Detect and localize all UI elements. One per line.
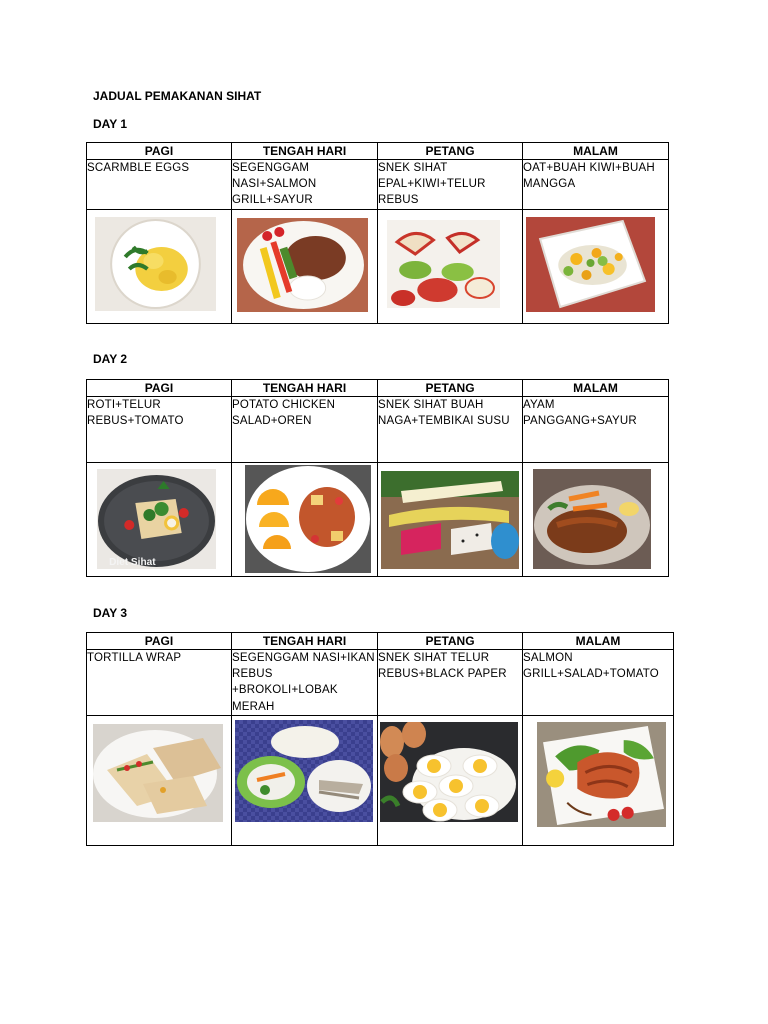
grilled-salmon-salad-photo: [537, 722, 666, 827]
column-header-petang: PETANG: [378, 380, 523, 397]
rice-salmon-vegetables-photo: [237, 218, 368, 312]
header-row: [87, 143, 669, 160]
tortilla-wraps-photo: [93, 724, 223, 822]
column-header-petang: PETANG: [378, 633, 523, 650]
column-header-pagi: PAGI: [87, 380, 232, 397]
meal-pagi: TORTILLA WRAP: [87, 650, 232, 716]
meal-text-row: [87, 160, 669, 210]
column-header-pagi: PAGI: [87, 633, 232, 650]
day-2-table: [86, 379, 669, 577]
column-header-malam: MALAM: [523, 633, 674, 650]
meal-petang: SNEK SIHAT EPAL+KIWI+TELUR REBUS: [378, 160, 523, 210]
day-3-table: [86, 632, 674, 846]
meal-petang: SNEK SIHAT TELUR REBUS+BLACK PAPER: [378, 650, 523, 716]
meal-petang: SNEK SIHAT BUAH NAGA+TEMBIKAI SUSU: [378, 397, 523, 463]
potato-chicken-salad-orange-photo: [245, 465, 371, 573]
meal-tengah-hari: SEGENGGAM NASI+IKAN REBUS +BROKOLI+LOBAK MERAH: [232, 650, 378, 716]
boiled-eggs-pepper-photo: [380, 722, 518, 822]
photo-row: [87, 463, 669, 577]
meal-malam: SALMON GRILL+SALAD+TOMATO: [523, 650, 674, 716]
header-row: [87, 633, 674, 650]
photo-row: [87, 210, 669, 324]
column-header-tengah-hari: TENGAH HARI: [232, 143, 378, 160]
dragonfruit-melon-photo: [381, 471, 519, 569]
meal-text-row: [87, 397, 669, 463]
rice-fish-broccoli-carrot-photo: [235, 720, 373, 822]
apple-kiwi-plate-photo: [387, 220, 500, 308]
toast-egg-tomato-photo: [97, 469, 216, 569]
meal-tengah-hari: SEGENGGAM NASI+SALMON GRILL+SAYUR: [232, 160, 378, 210]
day-3-label: DAY 3: [93, 606, 128, 620]
column-header-malam: MALAM: [523, 380, 669, 397]
scrambled-eggs-photo: [95, 217, 216, 311]
meal-pagi: SCARMBLE EGGS: [87, 160, 232, 210]
diet-sihat-watermark: Diet Sihat: [109, 557, 156, 568]
column-header-tengah-hari: TENGAH HARI: [232, 633, 378, 650]
day-2-label: DAY 2: [93, 352, 128, 366]
header-row: [87, 380, 669, 397]
column-header-petang: PETANG: [378, 143, 523, 160]
meal-malam: OAT+BUAH KIWI+BUAH MANGGA: [523, 160, 669, 210]
column-header-malam: MALAM: [523, 143, 669, 160]
day-1-label: DAY 1: [93, 117, 128, 131]
grilled-chicken-vegetables-photo: [533, 469, 651, 569]
photo-row: [87, 716, 674, 846]
meal-malam: AYAM PANGGANG+SAYUR: [523, 397, 669, 463]
day-1-table: [86, 142, 669, 324]
kiwi-mango-oat-bowl-photo: [526, 217, 655, 312]
meal-pagi: ROTI+TELUR REBUS+TOMATO: [87, 397, 232, 463]
column-header-pagi: PAGI: [87, 143, 232, 160]
page-title: JADUAL PEMAKANAN SIHAT: [93, 89, 262, 103]
meal-text-row: [87, 650, 674, 716]
meal-tengah-hari: POTATO CHICKEN SALAD+OREN: [232, 397, 378, 463]
column-header-tengah-hari: TENGAH HARI: [232, 380, 378, 397]
